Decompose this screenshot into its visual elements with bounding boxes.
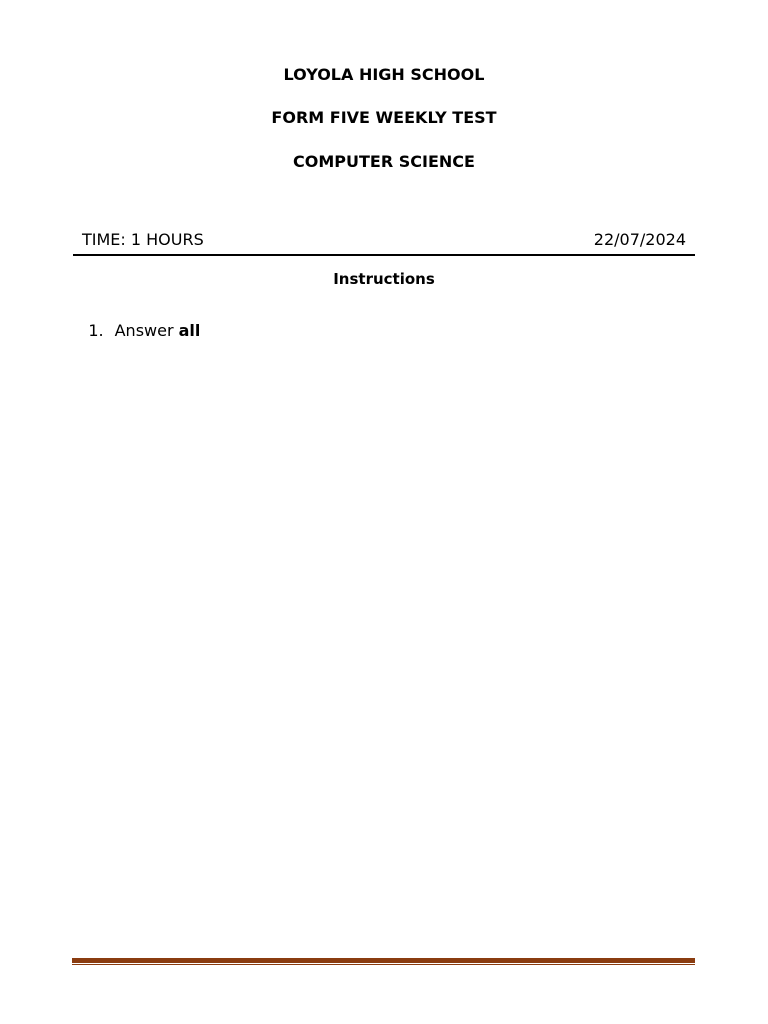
header-rule xyxy=(73,254,695,256)
test-title: FORM FIVE WEEKLY TEST xyxy=(271,108,497,127)
footer-thick-thin-border xyxy=(72,958,695,965)
time-label: TIME: 1 HOURS xyxy=(82,230,204,249)
time-date-row xyxy=(82,232,686,248)
date-label: 22/07/2024 xyxy=(593,230,686,249)
instruction-item-text: Answer xyxy=(114,321,179,340)
instruction-item-number: 1. xyxy=(88,321,104,340)
instruction-item xyxy=(68,307,200,355)
instruction-item-bold-text: all xyxy=(178,321,201,340)
school-name-title: LOYOLA HIGH SCHOOL xyxy=(283,65,485,84)
subject-title: COMPUTER SCIENCE xyxy=(293,152,475,171)
instructions-heading: Instructions xyxy=(333,270,435,288)
